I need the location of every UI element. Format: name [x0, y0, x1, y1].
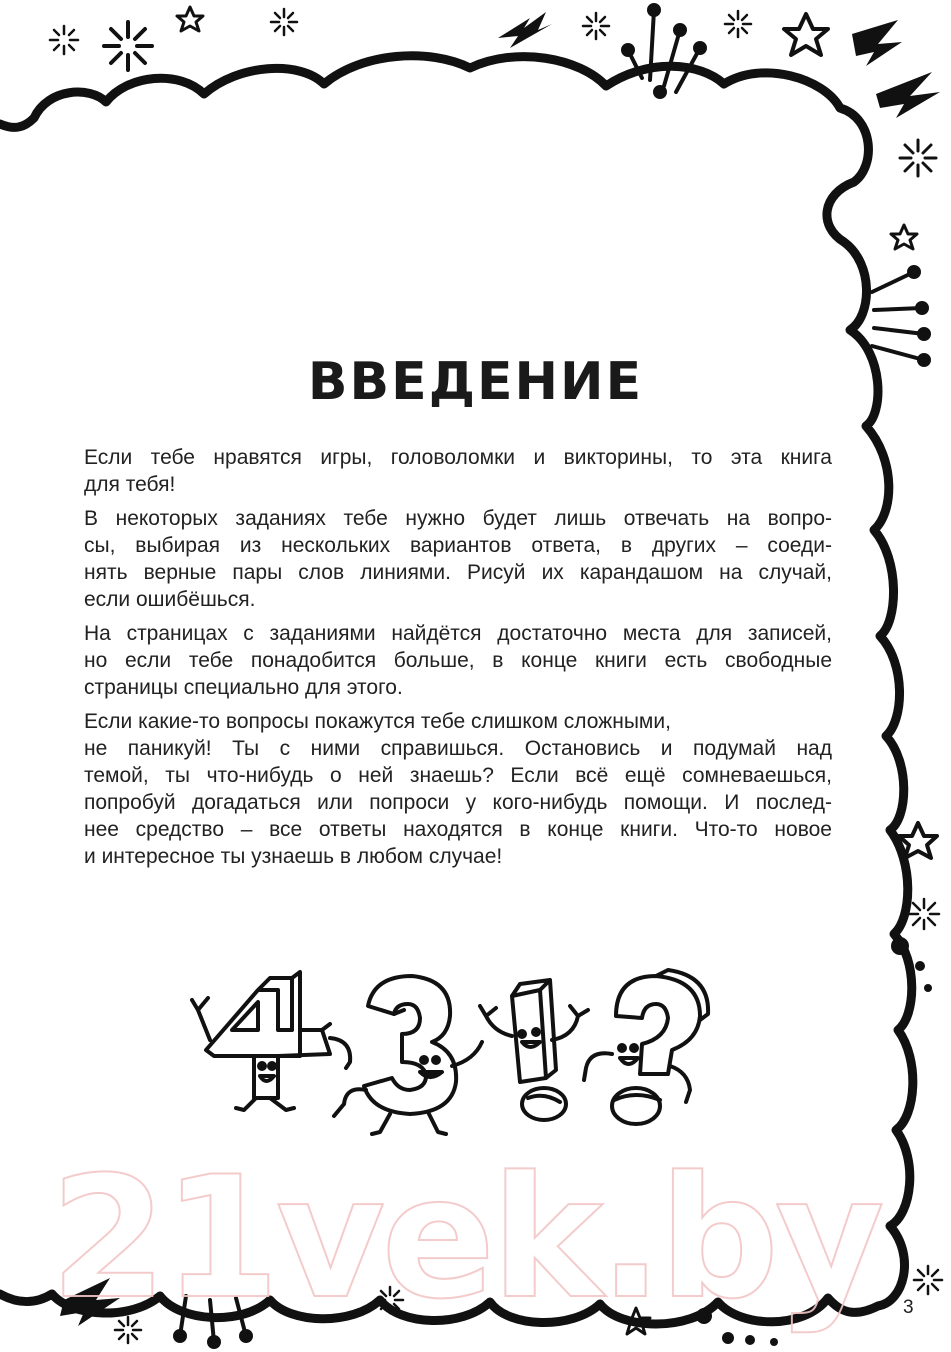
- lightning-icon: [498, 12, 552, 48]
- lightning-icon: [852, 20, 902, 66]
- text-line: для тебя!: [84, 473, 176, 496]
- burst-icon: [914, 1266, 942, 1294]
- text-line: На страницах с заданиями найдётся достаточно места для записей,: [84, 622, 832, 645]
- text-line: В некоторых заданиях тебе нужно будет лишь отвечать на вопро-: [84, 507, 832, 530]
- paragraph: [84, 505, 832, 613]
- page-title: ВВЕДЕНИЕ: [307, 352, 644, 412]
- character-four: [192, 972, 350, 1110]
- star-icon: [177, 7, 203, 31]
- text-line: нее средство – все ответы находятся в конце книги. Что-то новое: [84, 818, 832, 841]
- paragraph: [84, 444, 832, 498]
- number-characters-illustration: [192, 970, 708, 1134]
- burst-icon: [50, 26, 78, 54]
- antenna-icon: [623, 5, 705, 97]
- burst-icon: [271, 9, 297, 35]
- text-line: темой, ты что-нибудь о ней знаешь? Если всё ещё сомневаешься,: [84, 764, 832, 787]
- star-icon: [784, 14, 828, 55]
- text-line: Если какие-то вопросы покажутся тебе слишком сложными,: [84, 710, 671, 733]
- burst-icon: [909, 899, 939, 929]
- text-line: не паникуй! Ты с ними справишься. Остановись и подумай над: [84, 737, 832, 760]
- star-icon: [891, 225, 917, 249]
- star-icon: [899, 823, 937, 858]
- character-exclamation: [480, 980, 588, 1120]
- text-line: нять верные пары слов линиями. Рисуй их карандашом на случай,: [84, 561, 832, 584]
- watermark: 21vek.by: [50, 1140, 881, 1336]
- lightning-icon: [876, 72, 940, 118]
- text-line: попробуй догадаться или попроси у кого-нибудь помощи. И послед-: [84, 791, 832, 814]
- paragraph: [84, 708, 832, 870]
- burst-icon: [725, 11, 751, 37]
- text-line: Если тебе нравятся игры, головоломки и викторины, то эта книга: [84, 446, 832, 469]
- text-line: но если тебе понадобится больше, в конце книги есть свободные: [84, 649, 832, 672]
- character-question: [584, 970, 708, 1124]
- paragraph: [84, 620, 832, 701]
- text-line: сы, выбирая из нескольких вариантов ответа, в других – соеди-: [84, 534, 832, 557]
- character-three: [334, 976, 482, 1134]
- intro-text: [84, 444, 832, 877]
- text-line: если ошибёшься.: [84, 588, 256, 611]
- page-number: 3: [903, 1297, 914, 1318]
- burst-icon: [583, 13, 609, 39]
- antenna-icon: [872, 267, 929, 365]
- text-line: страницы специально для этого.: [84, 676, 403, 699]
- burst-icon: [104, 22, 152, 70]
- burst-icon: [900, 140, 936, 176]
- text-line: и интересное ты узнаешь в любом случае!: [84, 845, 503, 868]
